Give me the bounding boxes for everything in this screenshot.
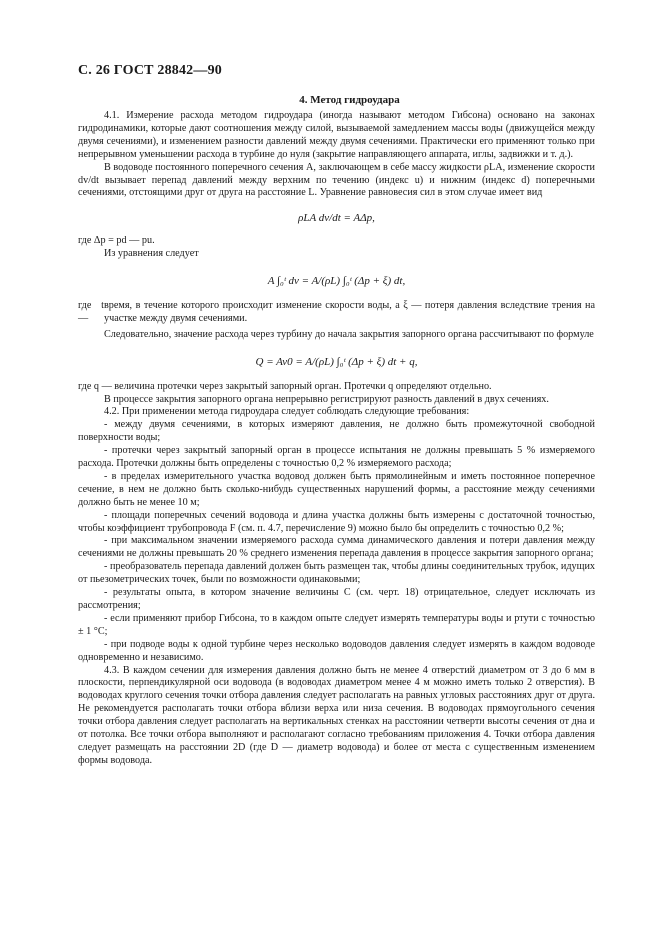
list-item: - результаты опыта, в котором значение величины C (см. черт. 18) отрицательное, следует исключать из рассмотрения; xyxy=(78,587,595,611)
list-item: - при максимальном значении измеряемого расхода сумма динамического давления и потери давления между сечениями не должны превышать 20 % среднего изменения перепада давления в процессе закрытия запорного органа; xyxy=(78,535,595,560)
list-item: - протечки через закрытый запорный орган в процессе испытания не должны превышать 5 % измеряемого расхода. Протечки должны быть определены с точностью 0,2 % измеряемого расхода; xyxy=(78,445,595,470)
formula-integral: A ∫₀ᵗ dv = A/(ρL) ∫₀ᵗ (Δp + ξ) dt, xyxy=(267,275,406,288)
paragraph-4-1: 4.1. Измерение расхода методом гидроудара (иногда называют методом Гибсона) основано на законах гидродинамики, которые дают соотношения между силой, вызываемой замедлением массы воды (движущейся между двумя сечениями), и изменением разности давлений между двумя сечениями. Практически его применяют только при непрерывном уменьшении расхода в турбине до нуля (закрытие направляющего аппарата, иглы, задвижки и т. д.). xyxy=(78,110,595,160)
list-item: - площади поперечных сечений водовода и длина участка должны быть измерены с достаточной точностью, чтобы коэффициент трубопровода F (см. п. 4.7, перечисление 9) можно было бы определить с точностью 0,2 %; xyxy=(78,509,595,534)
definition-t xyxy=(78,300,595,326)
paragraph-4-2: 4.2. При применении метода гидроудара следует соблюдать следующие требования: xyxy=(104,406,470,418)
paragraph-body: В процессе закрытия запорного органа непрерывно регистрируют разность давлений в двух сечениях. xyxy=(104,393,549,405)
paragraph-body: В водоводе постоянного поперечного сечения A, заключающем в себе массу жидкости ρLA, изменение скорости dv/dt вызывает перепад давлений между верхним по течению (индекс u) и нижним (индекс d) поперечными сечениями, отстоящими друг от друга на расстояние L. Уравнение равновесия сил в этом случае имеет вид xyxy=(78,161,595,199)
section-title: 4. Метод гидроудара xyxy=(299,94,400,106)
list-item: - при подводе воды к одной турбине через несколько водоводов давления следует измерять в каждом водоводе одновременно и независимо. xyxy=(78,638,595,663)
paragraph-body: Следовательно, значение расхода через турбину до начала закрытия запорного органа рассчитывают по формуле xyxy=(104,328,594,340)
where-delta-p: где Δp = pd — pu. xyxy=(78,235,155,247)
paragraph-body: Из уравнения следует xyxy=(104,248,199,260)
definition-text: время, в течение которого происходит изменение скорости воды, а ξ — потеря давления вследствие трения на участке между двумя сечениями. xyxy=(104,299,595,324)
formula-discharge: Q = Av0 = A/(ρL) ∫₀ᵗ (Δp + ξ) dt + q, xyxy=(255,355,418,368)
list-item: - в пределах измерительного участка водовод должен быть прямолинейным и иметь постоянное поперечное сечение, в нем не должно быть сколько-нибудь существенных нарушений формы, а расстояние между сечениями должно быть не менее 10 м; xyxy=(78,470,595,508)
where-q: где q — величина протечки через закрытый запорный орган. Протечки q определяют отдельно. xyxy=(78,380,492,392)
formula-force-balance: ρLA dv/dt = AΔp, xyxy=(298,212,375,225)
list-item: - если применяют прибор Гибсона, то в каждом опыте следует измерять температуры воды и ртути с точностью ± 1 °C; xyxy=(78,612,595,637)
definition-term: где t — xyxy=(78,299,104,324)
paragraph-4-3: 4.3. В каждом сечении для измерения давления должно быть не менее 4 отверстий диаметром от 3 до 6 мм в плоскости, перпендикулярной оси водовода (в водоводах диаметром менее 4 м можно иметь только 2 отверстия). В водоводах круглого сечения точки отбора давления следует располагать на равных угловых расстояниях друг от друга. Не рекомендуется располагать точки отбора вблизи верха или низа сечения. В водоводах прямоугольного сечения точки отбора давления следует располагать на вертикальных стенках на расстоянии четверти высоты сечения от дна и от потолка. Все точки отбора выполняют и располагают согласно требованиям приложения 4. Точки отбора давления следует размещать на расстоянии 2D (где D — диаметр водовода) и более от места с существенным изменением формы водовода. xyxy=(78,664,595,766)
page-header: С. 26 ГОСТ 28842—90 xyxy=(78,63,222,78)
list-item: - между двумя сечениями, в которых измеряют давления, не должно быть промежуточной свободной поверхности воды; xyxy=(78,419,595,444)
document-body xyxy=(78,110,595,768)
list-item: - преобразователь перепада давлений должен быть размещен так, чтобы длины соединительных трубок, идущих от пьезометрических точек, были по возможности одинаковыми; xyxy=(78,561,595,586)
